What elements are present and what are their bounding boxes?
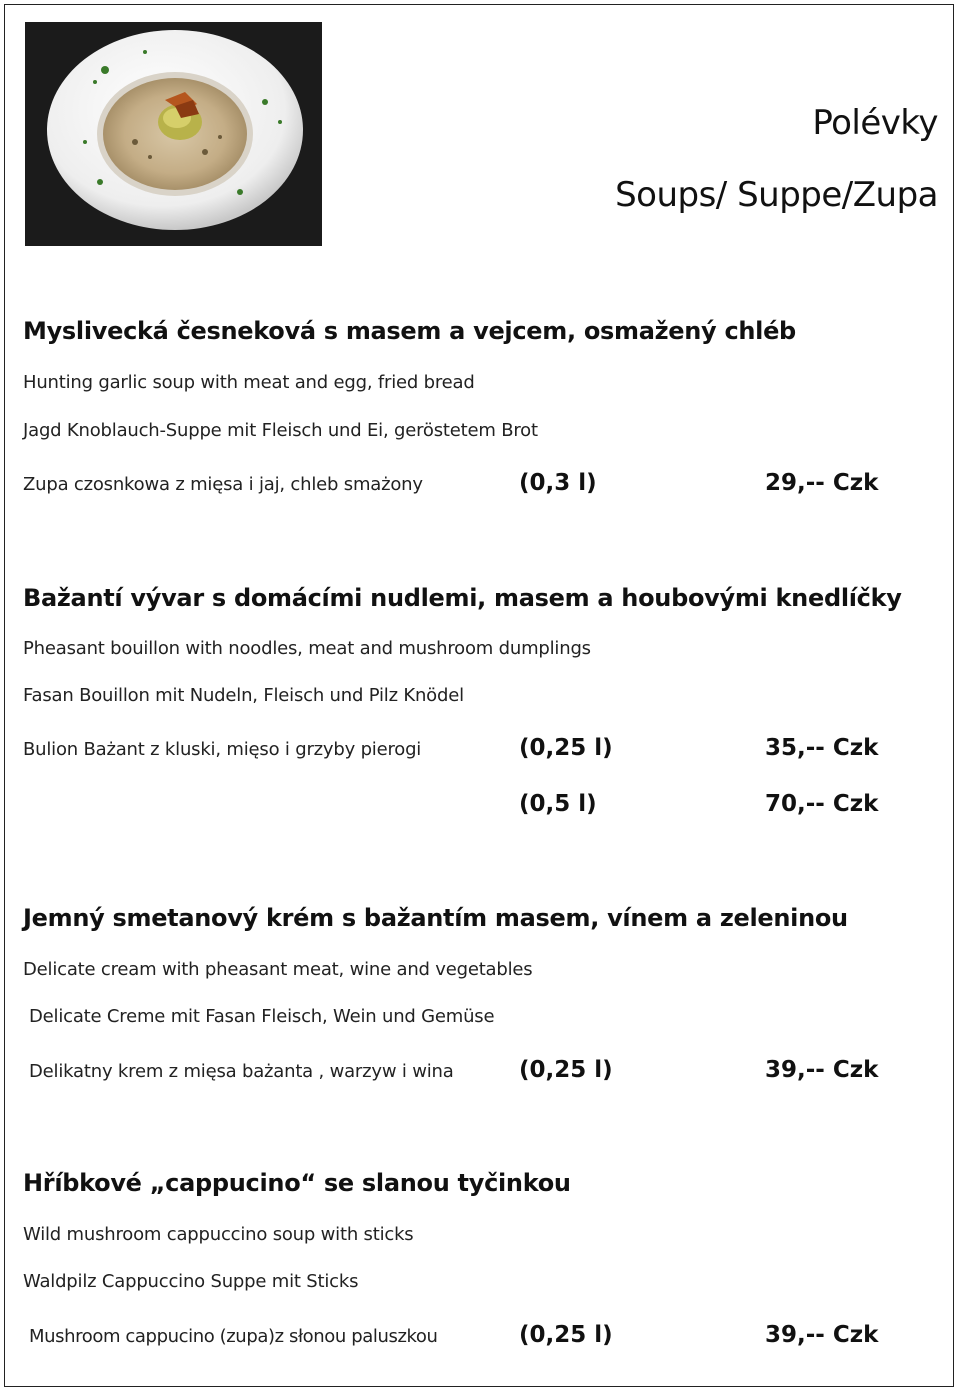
item-price: 39,-- Czk — [765, 1322, 879, 1348]
item-desc-de: Waldpilz Cappuccino Suppe mit Sticks — [23, 1271, 359, 1292]
item-price: 39,-- Czk — [765, 1057, 879, 1083]
item-desc-pl: Mushroom cappucino (zupa)z słonou paluszkou — [29, 1326, 438, 1347]
soup-plate-icon — [25, 22, 322, 246]
item-desc-de: Jagd Knoblauch-Suppe mit Fleisch und Ei, geröstetem Brot — [23, 420, 538, 441]
item-title: Bažantí vývar s domácími nudlemi, masem a houbovými knedlíčky — [23, 584, 902, 612]
item-desc-en: Pheasant bouillon with noodles, meat and mushroom dumplings — [23, 638, 591, 659]
item-price-large: 70,-- Czk — [765, 791, 879, 817]
item-title: Jemný smetanový krém s bažantím masem, vínem a zeleninou — [23, 904, 848, 932]
page-subtitle: Soups/ Suppe/Zupa — [615, 175, 938, 215]
item-desc-pl: Zupa czosnkowa z mięsa i jaj, chleb smażony — [23, 474, 423, 495]
item-desc-pl: Delikatny krem z mięsa bażanta , warzyw i wina — [29, 1061, 454, 1082]
item-volume: (0,3 l) — [519, 470, 597, 496]
item-desc-de: Delicate Creme mit Fasan Fleisch, Wein und Gemüse — [29, 1006, 495, 1027]
item-desc-en: Delicate cream with pheasant meat, wine and vegetables — [23, 959, 533, 980]
page-title: Polévky — [812, 103, 938, 143]
item-desc-de: Fasan Bouillon mit Nudeln, Fleisch und Pilz Knödel — [23, 685, 464, 706]
item-title: Myslivecká česneková s masem a vejcem, osmažený chléb — [23, 317, 796, 345]
item-desc-en: Wild mushroom cappuccino soup with sticks — [23, 1224, 414, 1245]
item-price: 35,-- Czk — [765, 735, 879, 761]
item-desc-en: Hunting garlic soup with meat and egg, fried bread — [23, 372, 475, 393]
item-volume-large: (0,5 l) — [519, 791, 597, 817]
item-title: Hříbkové „cappucino“ se slanou tyčinkou — [23, 1169, 571, 1197]
item-volume: (0,25 l) — [519, 1057, 613, 1083]
item-volume: (0,25 l) — [519, 1322, 613, 1348]
item-price: 29,-- Czk — [765, 470, 879, 496]
item-volume: (0,25 l) — [519, 735, 613, 761]
item-desc-pl: Bulion Bażant z kluski, mięso i grzyby pierogi — [23, 739, 422, 760]
soup-plate-photo — [25, 22, 322, 246]
